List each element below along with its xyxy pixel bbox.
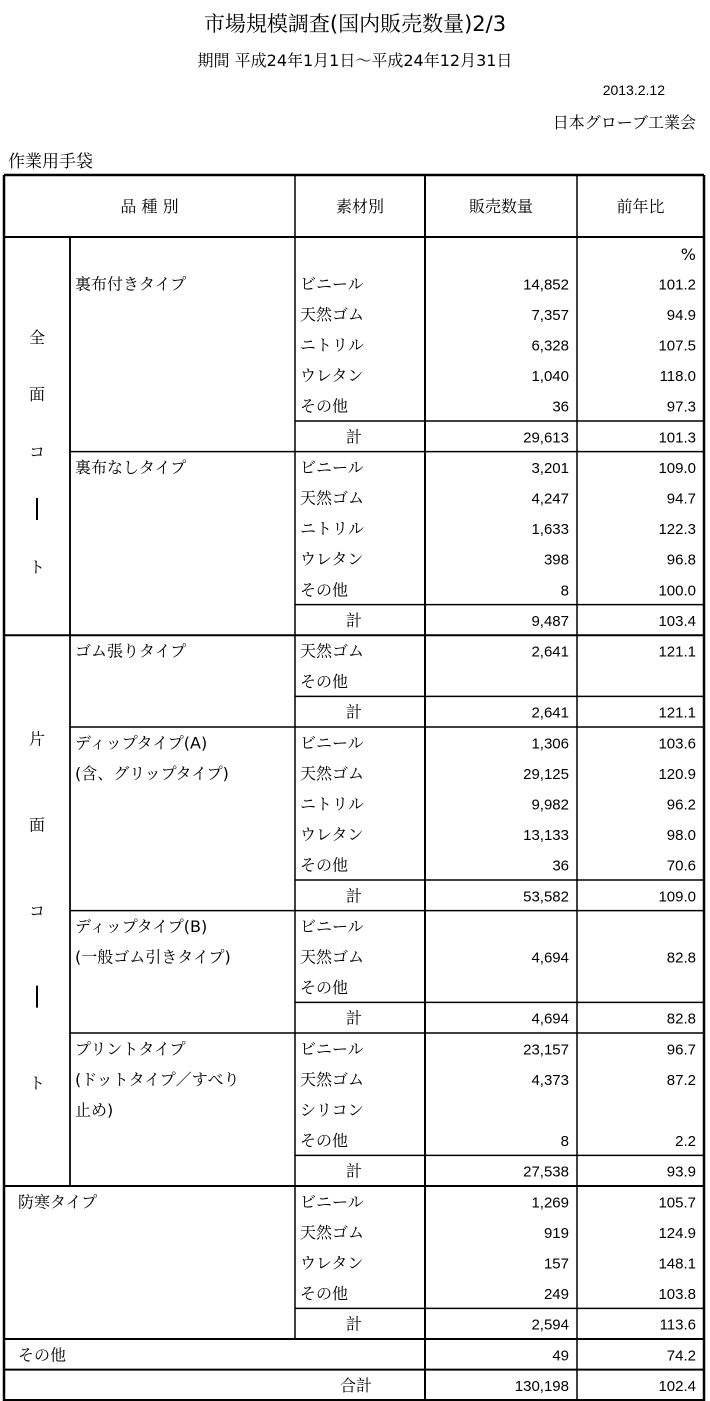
report-period: 期間 平成24年1月1日～平成24年12月31日	[197, 51, 513, 70]
ratio-value: 124.9	[658, 1224, 696, 1242]
material-label: その他	[300, 672, 349, 692]
group-label-char: ト	[28, 1073, 46, 1093]
material-label: 天然ゴム	[300, 947, 365, 967]
type-name: 裏布なしタイプ	[75, 457, 187, 477]
quantity-value: 8	[560, 1133, 569, 1151]
quantity-value: 2,594	[531, 1316, 569, 1334]
ratio-value: 101.2	[658, 276, 696, 294]
material-label: ビニール	[300, 1039, 364, 1059]
subtotal-label: 計	[346, 1161, 363, 1181]
ratio-value: 103.8	[658, 1286, 696, 1304]
group-label-char: 全	[28, 327, 46, 347]
material-label: ニトリル	[300, 519, 365, 539]
quantity-value: 1,633	[531, 521, 569, 539]
ratio-value: 82.8	[666, 1010, 696, 1028]
section-title: 作業用手袋	[8, 152, 93, 172]
column-header-kind: 品 種 別	[120, 197, 179, 216]
group-label-char: 面	[28, 815, 46, 835]
quantity-value: 9,982	[531, 796, 569, 814]
ratio-value: 94.9	[666, 306, 696, 324]
material-label: ニトリル	[300, 794, 365, 814]
ratio-value: 94.7	[666, 490, 696, 508]
group-label-char: 面	[28, 385, 46, 405]
type-name: プリントタイプ	[75, 1039, 186, 1059]
quantity-value: 36	[552, 857, 569, 875]
type-name: ゴム張りタイプ	[75, 641, 187, 661]
quantity-value: 2,641	[531, 704, 569, 722]
ratio-value: 97.3	[666, 398, 696, 416]
subtotal-label: 計	[346, 610, 363, 630]
group-label-char: コ	[28, 442, 46, 462]
ratio-value: 121.1	[658, 704, 696, 722]
type-name: 裏布付きタイプ	[75, 274, 187, 294]
material-label: その他	[300, 855, 349, 875]
quantity-value: 9,487	[531, 612, 569, 630]
type-name: (含、グリップタイプ)	[75, 763, 229, 783]
report-title: 市場規模調査(国内販売数量)2/3	[203, 12, 507, 36]
ratio-value: 93.9	[666, 1163, 696, 1181]
type-name: ディップタイプ(B)	[75, 916, 208, 936]
ratio-value: 109.0	[658, 459, 696, 477]
ratio-value: 103.6	[658, 735, 696, 753]
type-name: ディップタイプ(A)	[75, 733, 208, 753]
quantity-value: 4,247	[531, 490, 569, 508]
quantity-value: 4,694	[531, 949, 569, 967]
material-label: その他	[300, 580, 349, 600]
subtotal-label: 計	[346, 702, 363, 722]
group-label-char: ト	[28, 557, 46, 577]
material-label: ウレタン	[300, 1253, 364, 1273]
quantity-value: 53,582	[523, 888, 569, 906]
type-name: (ドットタイプ／すべり	[75, 1069, 240, 1089]
ratio-value: 103.4	[658, 612, 696, 630]
quantity-value: 8	[560, 582, 569, 600]
grand-total-label: 合計	[340, 1375, 373, 1395]
material-label: ウレタン	[300, 825, 364, 845]
quantity-value: 7,357	[531, 306, 569, 324]
quantity-value: 27,538	[523, 1163, 569, 1181]
material-label: ビニール	[300, 733, 364, 753]
type-name: 止め)	[75, 1100, 114, 1120]
ratio-value: 2.2	[675, 1133, 696, 1151]
quantity-value: 29,613	[523, 429, 569, 447]
type-name: (一般ゴム引きタイプ)	[75, 947, 231, 967]
column-header-ratio: 前年比	[616, 197, 665, 216]
group-label-char: 片	[28, 729, 46, 749]
quantity-value: 3,201	[531, 459, 569, 477]
quantity-value: 13,133	[523, 827, 569, 845]
ratio-value: 122.3	[658, 521, 696, 539]
quantity-value: 36	[552, 398, 569, 416]
material-label: 天然ゴム	[300, 1069, 365, 1089]
ratio-value: 70.6	[666, 857, 696, 875]
material-label: 天然ゴム	[300, 641, 365, 661]
quantity-value: 249	[543, 1286, 569, 1304]
quantity-value: 4,694	[531, 1010, 569, 1028]
ratio-value: 96.7	[666, 1041, 696, 1059]
quantity-value: 919	[543, 1224, 569, 1242]
material-label: その他	[300, 1131, 349, 1151]
quantity-value: 23,157	[523, 1041, 569, 1059]
material-label: シリコン	[300, 1100, 364, 1120]
quantity-value: 6,328	[531, 337, 569, 355]
quantity-value: 4,373	[531, 1071, 569, 1089]
material-label: ウレタン	[300, 549, 364, 569]
material-label: 天然ゴム	[300, 763, 365, 783]
quantity-value: 130,198	[514, 1377, 569, 1395]
ratio-value: 82.8	[666, 949, 696, 967]
quantity-value: 14,852	[523, 276, 569, 294]
subtotal-label: 計	[346, 886, 363, 906]
quantity-value: 1,306	[531, 735, 569, 753]
ratio-value: 87.2	[666, 1071, 696, 1089]
material-label: その他	[300, 396, 349, 416]
ratio-value: 120.9	[658, 765, 696, 783]
quantity-value: 157	[543, 1255, 569, 1273]
material-label: ビニール	[300, 1192, 364, 1212]
quantity-value: 49	[552, 1347, 569, 1365]
material-label: その他	[300, 978, 349, 998]
group-label-char: コ	[28, 901, 46, 921]
ratio-value: 98.0	[666, 827, 696, 845]
organization-name: 日本グローブ工業会	[552, 113, 696, 132]
material-label: 天然ゴム	[300, 488, 365, 508]
ratio-value: 113.6	[659, 1316, 696, 1334]
ratio-value: 148.1	[658, 1255, 696, 1273]
ratio-value: 105.7	[658, 1194, 696, 1212]
ratio-value: 96.8	[666, 551, 696, 569]
ratio-value: 109.0	[658, 888, 696, 906]
subtotal-label: 計	[346, 1314, 363, 1334]
ratio-value: 74.2	[666, 1347, 696, 1365]
material-label: 天然ゴム	[300, 1222, 365, 1242]
quantity-value: 29,125	[523, 765, 569, 783]
ratio-value: 102.4	[658, 1377, 696, 1395]
material-label: ニトリル	[300, 335, 365, 355]
ratio-value: 101.3	[658, 429, 696, 447]
ratio-value: 107.5	[658, 337, 696, 355]
subtotal-label: 計	[346, 427, 363, 447]
material-label: ビニール	[300, 457, 364, 477]
column-header-material: 素材別	[335, 197, 385, 216]
other-label: その他	[18, 1345, 67, 1365]
material-label: ビニール	[300, 274, 364, 294]
ratio-value: 118.0	[659, 368, 696, 386]
material-label: その他	[300, 1284, 349, 1304]
quantity-value: 2,641	[531, 643, 569, 661]
quantity-value: 1,040	[531, 368, 569, 386]
unit-label: %	[680, 245, 696, 264]
material-label: 天然ゴム	[300, 304, 365, 324]
ratio-value: 121.1	[658, 643, 696, 661]
subtotal-label: 計	[346, 1008, 363, 1028]
ratio-value: 96.2	[666, 796, 696, 814]
material-label: ビニール	[300, 916, 364, 936]
type-name: 防寒タイプ	[18, 1192, 98, 1212]
report-date: 2013.2.12	[602, 82, 665, 98]
quantity-value: 398	[543, 551, 569, 569]
column-header-quantity: 販売数量	[468, 197, 534, 216]
quantity-value: 1,269	[531, 1194, 569, 1212]
ratio-value: 100.0	[658, 582, 696, 600]
material-label: ウレタン	[300, 366, 364, 386]
